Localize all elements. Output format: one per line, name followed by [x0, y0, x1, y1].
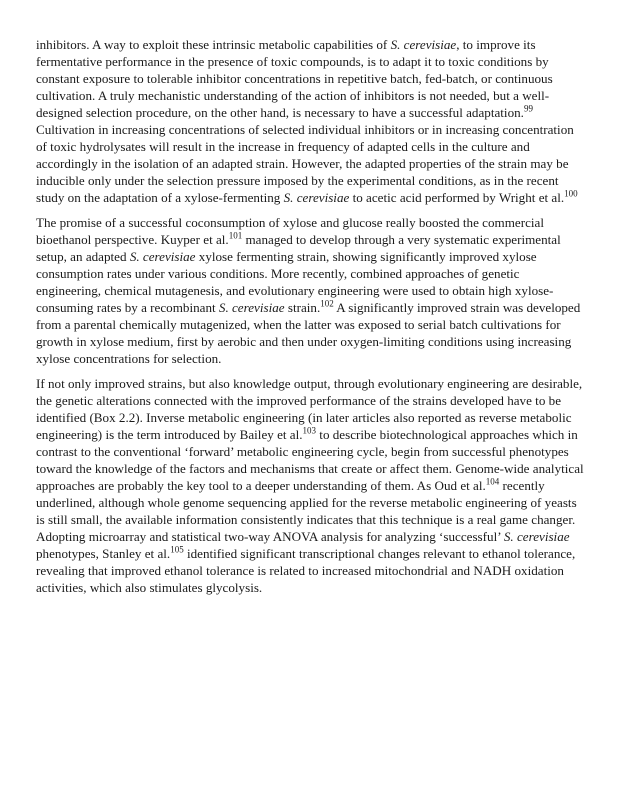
text-run: to acetic acid performed by Wright et al. [349, 190, 565, 205]
text-run: xylose fermenting strain, showing significantly improved xylose consumption rates under various conditions. More recently, combined approaches of genetic engineering, chemical mutagenesis, and evolutionary engineering were used to obtain high xylose-consuming rates by a recombinant [36, 249, 554, 315]
text-run: , to improve its fermentative performance in the presence of toxic compounds, is to adapt it to toxic conditions by constant exposure to tolerable inhibitor concentrations in repetitive batch, fed-batch, or continuous cultivation. A truly mechanistic understanding of the action of inhibitors is not needed, but a well-designed selection procedure, on the other hand, is necessary to have a successful adaptation. [36, 37, 553, 120]
citation-ref: 103 [302, 425, 317, 436]
citation-ref: 100 [564, 188, 578, 199]
paragraph [36, 375, 584, 596]
species-name: S. cerevisiae [390, 37, 457, 52]
text-run: phenotypes, Stanley et al. [36, 546, 171, 561]
citation-ref: 99 [523, 103, 533, 114]
citation-ref: 105 [170, 544, 184, 555]
citation-ref: 101 [228, 230, 243, 241]
species-name: S. cerevisiae [218, 300, 285, 315]
citation-ref: 104 [485, 476, 500, 487]
text-run: A significantly improved strain was developed from a parental chemically mutagenized, when the latter was exposed to serial batch cultivations for growth in xylose medium, first by aerobic and then under oxygen-limiting conditions using increasing xylose concentrations for selection. [36, 300, 581, 366]
text-run: managed to develop through a very systematic experimental setup, an adapted [36, 232, 561, 264]
species-name: S. cerevisiae [283, 190, 350, 205]
text-run: to describe biotechnological approaches which in contrast to the conventional ‘forward’ metabolic engineering cycle, begin from successful phenotypes toward the knowledge of the factors and mechanisms that create or affect them. Genome-wide analytical approaches are probably the key tool to a deeper understanding of them. As Oud et al. [36, 427, 584, 493]
text-run: If not only improved strains, but also knowledge output, through evolutionary engineering are desirable, the genetic alterations connected with the improved performance of the strains developed have to be identified (Box 2.2). Inverse metabolic engineering (in later articles also reported as reverse metabolic engineering) is the term introduced by Bailey et al. [36, 376, 583, 442]
paragraph [36, 36, 584, 206]
text-run: strain. [284, 300, 321, 315]
text-run: Cultivation in increasing concentrations of selected individual inhibitors or in increasing concentration of toxic hydrolysates will result in the increase in frequency of adapted cells in the culture and accordingly in the isolation of an adapted strain. However, the adapted properties of the strain may be inducible only under the selection pressure imposed by the experimental conditions, as in the recent study on the adaptation of a xylose-fermenting [36, 122, 574, 205]
species-name: S. cerevisiae [129, 249, 196, 264]
text-run: identified significant transcriptional changes relevant to ethanol tolerance, revealing that improved ethanol tolerance is related to increased mitochondrial and NADH oxidation activities, which also stimulates glycolysis. [36, 546, 576, 595]
species-name: S. cerevisiae [503, 529, 570, 544]
text-run: The promise of a successful coconsumption of xylose and glucose really boosted the commercial bioethanol perspective. Kuyper et al. [36, 215, 544, 247]
paragraph [36, 214, 584, 367]
citation-ref: 102 [320, 298, 334, 309]
text-run: inhibitors. A way to exploit these intrinsic metabolic capabilities of [36, 37, 391, 52]
document-body [36, 36, 584, 604]
text-run: recently underlined, although whole genome sequencing applied for the reverse metabolic engineering of yeasts is still small, the available information consistently indicates that this technique is a real game changer. Adopting microarray and statistical two-way ANOVA analysis for analyzing ‘successful’ [36, 478, 577, 544]
